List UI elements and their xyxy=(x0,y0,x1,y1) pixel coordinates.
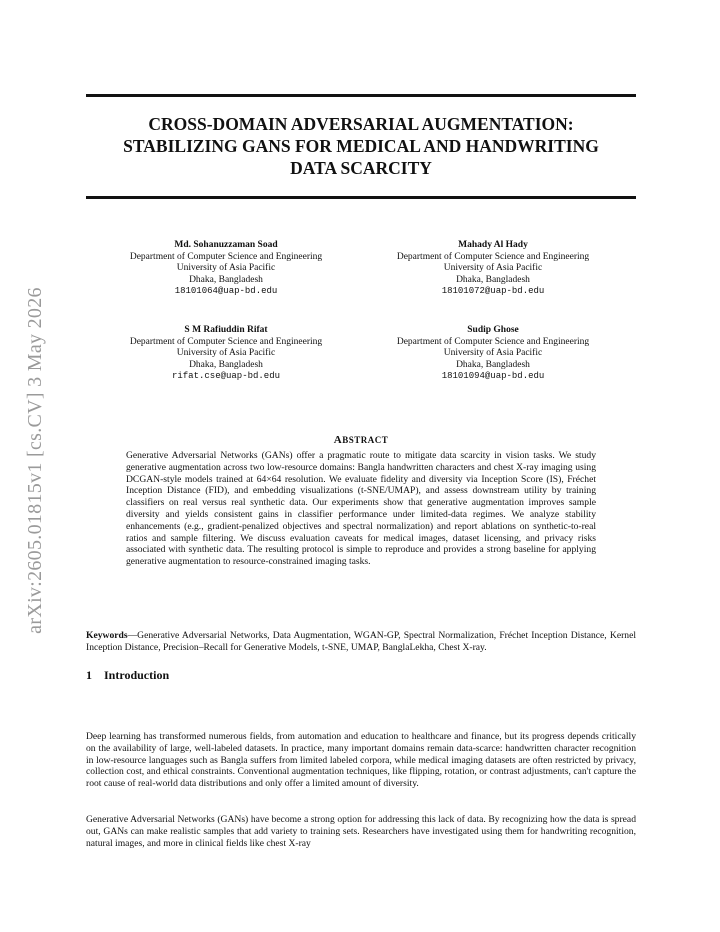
author-department: Department of Computer Science and Engineering xyxy=(129,251,323,262)
title-line-1: CROSS-DOMAIN ADVERSARIAL AUGMENTATION: xyxy=(148,114,574,134)
title-rule-top xyxy=(86,94,636,97)
author-university: University of Asia Pacific xyxy=(176,348,276,359)
author-city: Dhaka, Bangladesh xyxy=(189,274,263,285)
title-rule-bottom xyxy=(86,196,636,199)
section-number: 1 xyxy=(86,668,92,682)
author-block-4 xyxy=(363,325,623,383)
author-name: Sudip Ghose xyxy=(467,325,519,335)
author-city: Dhaka, Bangladesh xyxy=(456,359,530,370)
title-line-2: STABILIZING GANS FOR MEDICAL AND HANDWRITING xyxy=(123,136,599,156)
section-title: Introduction xyxy=(104,668,170,682)
intro-paragraph-1: Deep learning has transformed numerous fields, from automation and education to healthcare and finance, but its progress depends critically on the availability of large, well-labeled datasets. In practice, many important domains remain data-scarce: handwritten character recognition in low-resource languages such as Bangla suffers from limited labeled corpora, while medical imaging datasets are often restricted by privacy, collection cost, and ethical constraints. Conventional augmentation techniques, like flipping, rotation, or contrast adjustments, can't capture the root cause of real-world data distributions and only offer a limited amount of diversity. xyxy=(86,731,636,790)
author-department: Department of Computer Science and Engineering xyxy=(396,336,590,347)
author-department: Department of Computer Science and Engineering xyxy=(129,336,323,347)
author-university: University of Asia Pacific xyxy=(443,263,543,274)
paper-title xyxy=(86,113,636,179)
author-name: Md. Sohanuzzaman Soad xyxy=(174,240,278,250)
author-city: Dhaka, Bangladesh xyxy=(189,359,263,370)
abstract-text: Generative Adversarial Networks (GANs) offer a pragmatic route to mitigate data scarcity in vision tasks. We study generative augmentation across two low-resource domains: Bangla handwritten characters and chest X-ray imaging using DCGAN-style models trained at 64×64 resolution. We evaluate fidelity and diversity via Inception Score (IS), Fréchet Inception Distance (FID), and embedding visualizations (t-SNE/UMAP), and assess downstream utility by training classifiers on real versus real synthetic data. Our experiments show that generative augmentation improves sample diversity and yields consistent gains in classifier performance under limited-data regimes. We analyze stability enhancements (e.g., gradient-penalized objectives and spectral normalization) and report ablations on synthetic-to-real ratios and sample filtering. We discuss evaluation caveats for medical images, dataset licensing, and privacy risks associated with synthetic data. The resulting protocol is simple to reproduce and provides a strong baseline for applying generative augmentation to resource-constrained imaging tasks. xyxy=(126,450,596,568)
author-block-3 xyxy=(96,325,356,383)
title-line-3: DATA SCARCITY xyxy=(290,158,432,178)
author-university: University of Asia Pacific xyxy=(443,348,543,359)
author-block-1 xyxy=(96,240,356,298)
section-heading-introduction xyxy=(86,668,169,683)
abstract-heading-initial: A xyxy=(333,434,343,446)
author-email: 18101094@uap-bd.edu xyxy=(441,371,545,382)
author-name: Mahady Al Hady xyxy=(458,240,528,250)
author-email: 18101072@uap-bd.edu xyxy=(441,286,545,297)
keywords-text: —Generative Adversarial Networks, Data Augmentation, WGAN-GP, Spectral Normalization, Fréchet Inception Distance, Kernel Inception Distance, Precision–Recall for Generative Models, t-SNE, UMAP, BanglaLekha, Chest X-ray. xyxy=(86,630,636,653)
intro-paragraph-2: Generative Adversarial Networks (GANs) have become a strong option for addressing this lack of data. By recognizing how the data is spread out, GANs can make realistic samples that add variety to training sets. Researchers have investigated using them for handwriting recognition, natural images, and more in clinical fields like chest X-ray xyxy=(86,814,636,849)
abstract-heading-rest: BSTRACT xyxy=(342,435,389,445)
author-city: Dhaka, Bangladesh xyxy=(456,274,530,285)
keywords-block xyxy=(86,630,636,654)
author-name: S M Rafiuddin Rifat xyxy=(184,325,268,335)
author-university: University of Asia Pacific xyxy=(176,263,276,274)
arxiv-identifier: arXiv:2605.01815v1 [cs.CV] 3 May 2026 xyxy=(23,286,46,634)
author-department: Department of Computer Science and Engineering xyxy=(396,251,590,262)
keywords-label: Keywords xyxy=(86,630,128,641)
author-email: 18101064@uap-bd.edu xyxy=(174,286,278,297)
author-email: rifat.cse@uap-bd.edu xyxy=(171,371,281,382)
arxiv-sidebar xyxy=(20,250,50,670)
abstract-heading xyxy=(86,434,636,446)
author-block-2 xyxy=(363,240,623,298)
